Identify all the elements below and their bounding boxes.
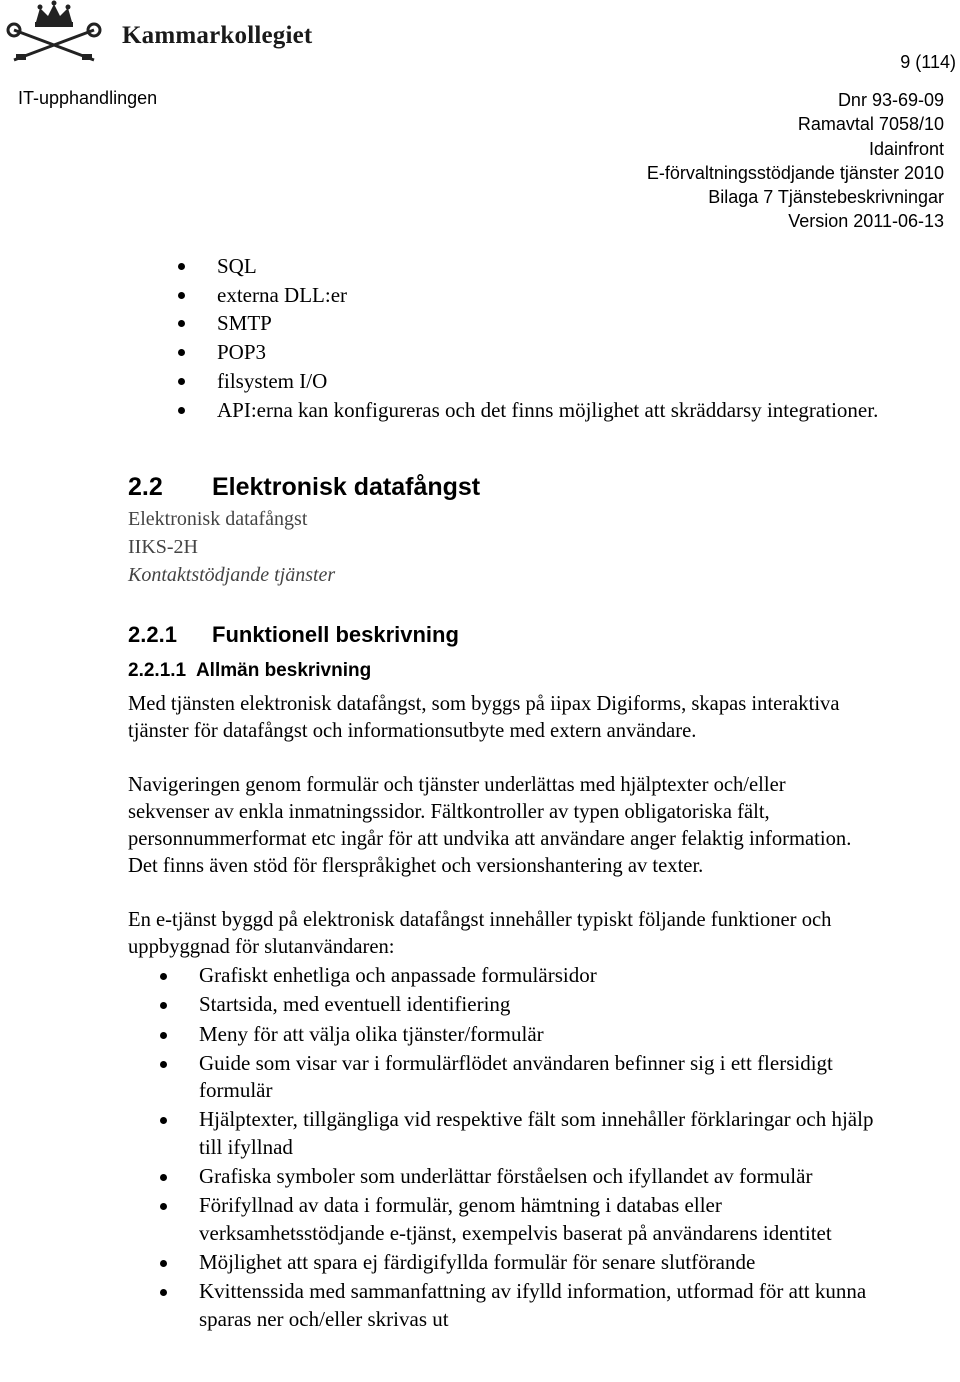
list-item: Grafiska symboler som underlättar förståelsen och ifyllandet av formulär [160, 1163, 880, 1190]
section-number: 2.2 [128, 473, 163, 501]
list-item: Förifyllnad av data i formulär, genom hämtning i databas eller verksamhetsstödjande e-tjänst, exempelvis baserat på användarens identitet [160, 1192, 880, 1247]
list-item: Möjlighet att spara ej färdigifyllda formulär för senare slutförande [160, 1249, 880, 1276]
list-item: filsystem I/O [178, 367, 898, 396]
subsection-heading [128, 622, 459, 648]
list-item: Startsida, med eventuell identifiering [160, 991, 880, 1018]
header-document-info [647, 88, 944, 234]
bullet-icon [178, 407, 185, 414]
list-item: externa DLL:er [178, 281, 898, 310]
list-item: SQL [178, 252, 898, 281]
bullet-icon [160, 1260, 167, 1267]
meta-service-category: Kontaktstödjande tjänster [128, 564, 336, 586]
bullet-list-features [160, 962, 880, 1335]
bullet-icon [178, 349, 185, 356]
bullet-icon [160, 1117, 167, 1124]
bullet-icon [178, 378, 185, 385]
header-dnr: Dnr 93-69-09 [837, 90, 944, 110]
list-item: SMTP [178, 309, 898, 338]
bullet-icon [178, 263, 185, 270]
header-version: Version 2011-06-13 [788, 211, 944, 232]
list-item: Grafiskt enhetliga och anpassade formulärsidor [160, 962, 880, 989]
bullet-icon [160, 1203, 167, 1210]
header-supplier: Idainfront [868, 138, 944, 159]
list-item: Meny för att välja olika tjänster/formulär [160, 1021, 880, 1048]
list-item: API:erna kan konfigureras och det finns möjlighet att skräddarsy integrationer. [178, 396, 898, 425]
list-item: POP3 [178, 338, 898, 367]
bullet-icon [178, 320, 185, 327]
list-item: Guide som visar var i formulärflödet användaren befinner sig i ett flersidigt formulär [160, 1050, 880, 1105]
bullet-icon [160, 1174, 167, 1181]
page-number: 9 (114) [900, 52, 956, 72]
list-item: Kvittenssida med sammanfattning av ifylld information, utformad för att kunna sparas ner och/eller skrivas ut [160, 1278, 880, 1333]
meta-service-code: IIKS-2H [128, 536, 198, 558]
logo-text: Kammarkollegiet [122, 22, 313, 49]
paragraph-features-intro: En e-tjänst byggd på elektronisk datafångst innehåller typiskt följande funktioner och uppbyggnad för slutanvändaren: [128, 909, 832, 958]
bullet-icon [160, 973, 167, 980]
subsubsection-heading: 2.2.1.1 Allmän beskrivning [128, 660, 372, 681]
paragraph-intro: Med tjänsten elektronisk datafångst, som byggs på iipax Digiforms, skapas interaktiva tjänster för datafångst och informationsutbyte med extern användare. [128, 693, 840, 742]
header-area: E-förvaltningsstödjande tjänster 2010 [646, 162, 944, 183]
list-item: Hjälptexter, tillgängliga vid respektive fält som innehåller förklaringar och hjälp till ifyllnad [160, 1106, 880, 1161]
kammarkollegiet-logo [6, 0, 326, 64]
header-appendix: Bilaga 7 Tjänstebeskrivningar [708, 187, 944, 208]
subsection-title: Funktionell beskrivning [212, 622, 459, 647]
meta-service-name: Elektronisk datafångst [128, 508, 308, 530]
subsection-number: 2.2.1 [128, 622, 177, 647]
bullet-icon [160, 1002, 167, 1009]
bullet-icon [160, 1032, 167, 1039]
section-meta [128, 505, 335, 589]
bullet-list-integrations [178, 252, 898, 424]
bullet-icon [160, 1061, 167, 1068]
crown-keys-icon [6, 0, 116, 64]
bullet-icon [178, 292, 185, 299]
section-title: Elektronisk datafångst [212, 473, 481, 501]
bullet-icon [160, 1289, 167, 1296]
header-project: IT-upphandlingen [18, 88, 158, 108]
paragraph-navigation: Navigeringen genom formulär och tjänster underlättas med hjälptexter och/eller sekvenser av enkla inmatningssidor. Fältkontroller av typen obligatoriska fält, personnummerformat etc ingår för att undvika att användare anger felaktig information. Det finns även stöd för flerspråkighet och versionshantering av texter. [128, 774, 852, 877]
header-ramavtal: Ramavtal 7058/10 [797, 114, 944, 135]
section-heading [128, 473, 480, 502]
